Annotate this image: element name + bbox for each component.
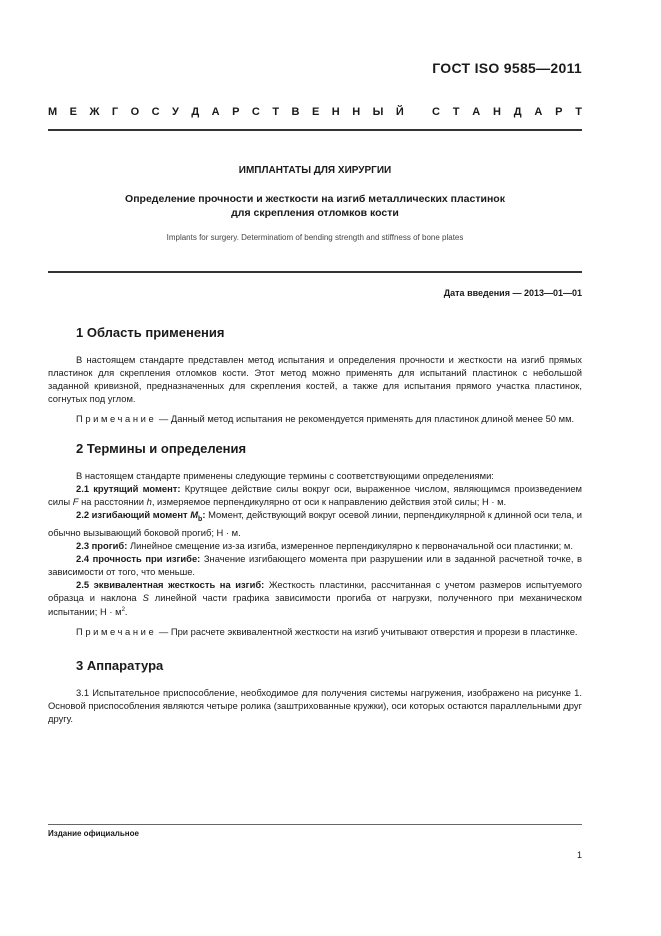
term-label: 2.2 изгибающий момент $M_b$: bbox=[76, 509, 206, 523]
banner-letter: Т bbox=[575, 106, 582, 118]
banner-letter: Р bbox=[555, 106, 563, 118]
term-text: Линейное смещение из-за изгиба, измеренное перпендикулярно к первоначальной оси пластинки; м. bbox=[127, 539, 573, 551]
symbol-F: F bbox=[72, 496, 79, 507]
symbol-S: S bbox=[142, 591, 149, 603]
interstate-standard-banner bbox=[48, 106, 582, 118]
banner-letter: А bbox=[211, 106, 220, 118]
banner-letter: А bbox=[534, 106, 543, 118]
banner-letter: Т bbox=[452, 106, 460, 118]
banner-letter: Д bbox=[191, 106, 200, 118]
term-text: на расстоянии bbox=[78, 496, 147, 507]
note-text: — При расчете эквивалентной жесткости на изгиб учитывают отверстия и прорези в пластинке. bbox=[156, 626, 578, 637]
document-title: ИМПЛАНТАТЫ ДЛЯ ХИРУРГИИ bbox=[238, 165, 392, 176]
english-title: Implants for surgery. Determinatiom of bending strength and stiffness of bone plates bbox=[166, 233, 464, 242]
section-heading: 1 Область применения bbox=[76, 325, 225, 340]
document-subtitle bbox=[48, 192, 582, 220]
banner-letter: Г bbox=[111, 106, 119, 118]
section-apparatus bbox=[48, 658, 582, 725]
banner-letter: Н bbox=[331, 106, 340, 118]
subtitle-line-2: для скрепления отломков кости bbox=[231, 207, 399, 219]
banner-letter: Д bbox=[513, 106, 522, 118]
term-text: . bbox=[124, 606, 128, 617]
note-text: — Данный метод испытания не рекомендуется применять для пластинок длиной менее 50 мм. bbox=[156, 413, 575, 424]
subtitle-line-1: Определение прочности и жесткости на изгиб металлических пластинок bbox=[125, 193, 505, 205]
banner-letter: С bbox=[151, 106, 160, 118]
symbol-M: M bbox=[190, 509, 199, 520]
term-definition bbox=[48, 508, 582, 539]
middle-rule bbox=[48, 271, 582, 273]
term-text: Момент, действующий вокруг осевой линии, перпендикулярной к длинной оси тела, и обычно вызывающий боковой прогиб; Н · м. bbox=[48, 509, 583, 538]
banner-letter: Н bbox=[352, 106, 361, 118]
banner-letter: В bbox=[291, 106, 300, 118]
banner-letter: Е bbox=[69, 106, 77, 118]
term-text: Значение изгибающего момента при разрушении или в заданной расчетной точке, в зависимости от того, что меньше. bbox=[48, 552, 582, 577]
banner-word-interstate bbox=[48, 106, 404, 118]
banner-letter: А bbox=[472, 106, 481, 118]
banner-letter: С bbox=[432, 106, 440, 118]
document-body bbox=[48, 325, 582, 725]
term-label: 2.5 эквивалентная жесткость на изгиб: bbox=[76, 578, 265, 590]
page-number: 1 bbox=[576, 850, 582, 860]
term-definition bbox=[48, 552, 582, 578]
banner-word-standard bbox=[432, 106, 582, 118]
banner-letter: Р bbox=[232, 106, 240, 118]
term-definition bbox=[48, 539, 582, 552]
note bbox=[48, 625, 582, 638]
banner-letter: Ы bbox=[372, 106, 384, 118]
term-label: 2.3 прогиб: bbox=[76, 539, 128, 551]
banner-letter: Й bbox=[395, 106, 404, 118]
term-text: , измеряемое перпендикулярно от оси к направлению действия этой силы; Н · м. bbox=[151, 496, 507, 507]
symbol-h: h bbox=[146, 496, 152, 507]
term-text: Жесткость пластинки, рассчитанная с учетом размеров испытуемого образца и наклона bbox=[48, 578, 582, 603]
banner-letter: С bbox=[251, 106, 260, 118]
section-heading: 3 Аппаратура bbox=[76, 658, 164, 673]
banner-letter: Н bbox=[492, 106, 501, 118]
section-terms bbox=[48, 441, 582, 638]
introduction-date: Дата введения — 2013—01—01 bbox=[443, 288, 582, 298]
section-scope bbox=[48, 325, 582, 425]
top-rule bbox=[48, 129, 582, 131]
term-label: 2.4 прочность при изгибе: bbox=[76, 552, 201, 564]
note-label: Примечание bbox=[76, 413, 157, 424]
term-text: линейной части графика зависимости прогиба от нагрузки, полученного при механическом испытании; Н · м bbox=[48, 591, 582, 617]
banner-letter: Ж bbox=[89, 106, 100, 118]
banner-letter: Е bbox=[311, 106, 320, 118]
symbol-superscript: 2 bbox=[121, 606, 125, 613]
term-definition bbox=[48, 578, 582, 618]
official-edition-label: Издание официальное bbox=[48, 829, 139, 838]
banner-letter: У bbox=[172, 106, 179, 118]
paragraph: 3.1 Испытательное приспособление, необходимое для получения системы нагружения, изображено на рисунке 1. Основой приспособления являются четыре ролика (заштрихованные кружки), оси которых остаются параллельными друг другу. bbox=[48, 687, 582, 724]
note bbox=[48, 412, 582, 425]
paragraph: В настоящем стандарте представлен метод испытания и определения прочности и жесткости на изгиб прямых пластинок для скрепления отломков кости. Этот метод можно применять для испытаний пластинок с небольшой заданной кривизной, предназначенных для скрепления костей, а также для испытания прямого участка пластинок, согнутых под углом. bbox=[48, 354, 582, 404]
banner-letter: О bbox=[130, 106, 140, 118]
standard-code: ГОСТ ISO 9585—2011 bbox=[432, 60, 582, 76]
footer-rule bbox=[48, 824, 582, 825]
symbol-subscript: b bbox=[198, 515, 203, 523]
term-label: 2.1 крутящий момент: bbox=[76, 483, 181, 494]
section-heading: 2 Термины и определения bbox=[76, 441, 247, 456]
banner-letter: М bbox=[48, 106, 58, 118]
term-text: Крутящее действие силы вокруг оси, выраженное числом, являющимся произведением силы bbox=[48, 483, 582, 507]
note-label: Примечание bbox=[76, 626, 157, 637]
paragraph: В настоящем стандарте применены следующие термины с соответствующими определениями: bbox=[76, 470, 494, 481]
term-definition bbox=[48, 482, 582, 508]
banner-letter: Т bbox=[272, 106, 280, 118]
